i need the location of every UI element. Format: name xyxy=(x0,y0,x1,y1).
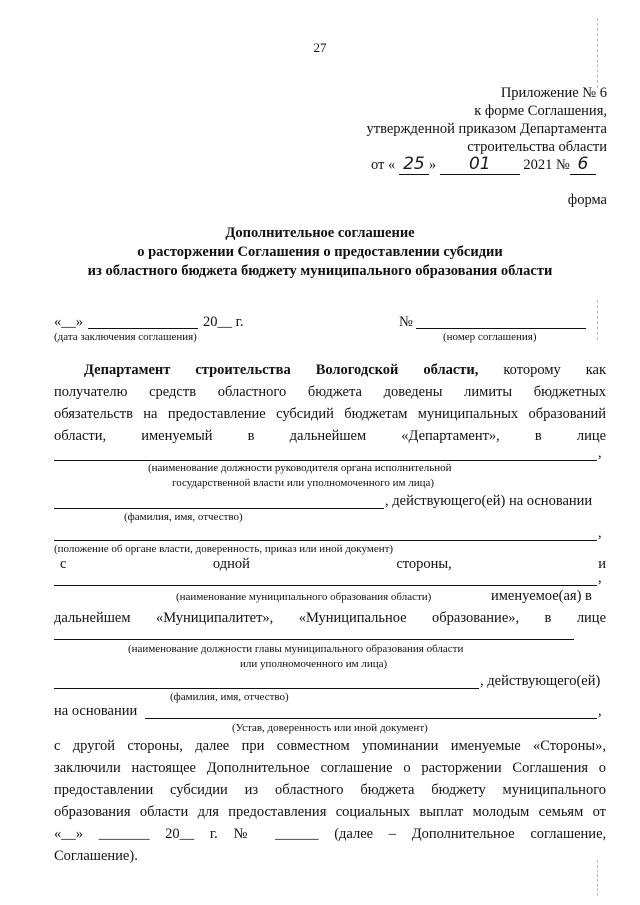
page-number: 27 xyxy=(313,40,327,55)
agreement-date-open: «__» xyxy=(54,314,83,330)
date-blank xyxy=(88,328,198,329)
comma-1: , xyxy=(598,445,602,461)
doc-title-2: о расторжении Соглашения о предоставлении субсидии xyxy=(137,244,503,260)
caption-fio-1: (фамилия, имя, отчество) xyxy=(124,511,243,523)
p3-line-5: «__» _______ 20__ г. № ______ (далее – Дополнительное соглашение, xyxy=(54,826,607,842)
form-label: форма xyxy=(567,192,607,208)
caption-fio-2: (фамилия, имя, отчество) xyxy=(170,691,289,703)
p2-line-1: дальнейшем «Муниципалитет», «Муниципальное образование», в лице xyxy=(54,610,607,626)
handwritten-number: 6 xyxy=(570,154,596,175)
agreement-date-year: 20__ г. xyxy=(203,314,244,330)
p3-line-1: с другой стороны, далее при совместном упоминании именуемые «Стороны», xyxy=(54,738,607,754)
margin-mark-bottom xyxy=(597,860,598,896)
p3-line-3: предоставлении субсидии из областного бюджета бюджету муниципального xyxy=(54,782,607,798)
handwritten-month: 01 xyxy=(440,154,520,175)
on-basis-label: на основании xyxy=(54,703,138,719)
caption-head-mun-2: или уполномоченного им лица) xyxy=(240,658,388,670)
doc-title-3: из областного бюджета бюджету муниципального образования области xyxy=(87,263,553,279)
appendix-line-4: строительства области xyxy=(467,139,607,155)
handwritten-day: 25 xyxy=(399,154,429,175)
caption-head-1: (наименование должности руководителя органа исполнительной xyxy=(148,462,452,474)
p1-line-2: получателю средств областного бюджета доведены лимиты бюджетных xyxy=(54,384,606,400)
caption-municipality: (наименование муниципального образования области) xyxy=(176,591,432,603)
agreement-date-caption: (дата заключения соглашения) xyxy=(54,331,197,343)
p3-line-4: образования области для предоставления социальных выплат молодым семьям от xyxy=(54,804,606,820)
appendix-line-2: к форме Соглашения, xyxy=(474,103,607,119)
municipality-blank xyxy=(54,585,597,586)
named-text: именуемое(ая) в xyxy=(491,588,592,604)
fio-blank-2 xyxy=(54,688,479,689)
agreement-number-sign: № xyxy=(399,314,413,330)
p1-line-4: области, именуемый в дальнейшем «Департамент», в лице xyxy=(54,428,607,444)
comma-2: , xyxy=(598,525,602,541)
doc-blank-2 xyxy=(145,718,597,719)
appendix-line-3: утвержденной приказом Департамента xyxy=(366,121,607,137)
doc-title-1: Дополнительное соглашение xyxy=(225,225,415,241)
margin-mark-middle xyxy=(597,300,598,340)
acting-basis: , действующего(ей) на основании xyxy=(385,493,593,509)
comma-3: , xyxy=(598,570,602,586)
side-one-line: с одной стороны, и xyxy=(60,556,607,572)
caption-doc-1: (положение об органе власти, доверенность, приказ или иной документ) xyxy=(54,543,394,555)
p3-line-6: Соглашение). xyxy=(54,848,138,864)
p1-line-1: Департамент строительства Вологодской области, которому как xyxy=(84,362,607,378)
head-name-blank xyxy=(54,460,597,461)
caption-doc-2: (Устав, доверенность или иной документ) xyxy=(232,722,428,734)
caption-head-2: государственной власти или уполномоченного им лица) xyxy=(172,477,435,489)
appendix-date: от « 25 » 01 2021 № 6 xyxy=(371,154,596,175)
agreement-number-caption: (номер соглашения) xyxy=(443,331,537,343)
acting-text: , действующего(ей) xyxy=(480,673,601,689)
p1-line-3: обязательств на предоставление субсидий бюджетам муниципальных образований xyxy=(54,406,607,422)
agreement-number-blank xyxy=(416,328,586,329)
fio-blank-1 xyxy=(54,508,384,509)
p3-line-2: заключили настоящее Дополнительное соглашение о расторжении Соглашения о xyxy=(54,760,607,776)
comma-4: , xyxy=(598,703,602,719)
caption-head-mun-1: (наименование должности главы муниципального образования области xyxy=(128,643,464,655)
doc-blank-1 xyxy=(54,540,597,541)
appendix-title: Приложение № 6 xyxy=(500,85,607,101)
head-mun-blank xyxy=(54,639,574,640)
